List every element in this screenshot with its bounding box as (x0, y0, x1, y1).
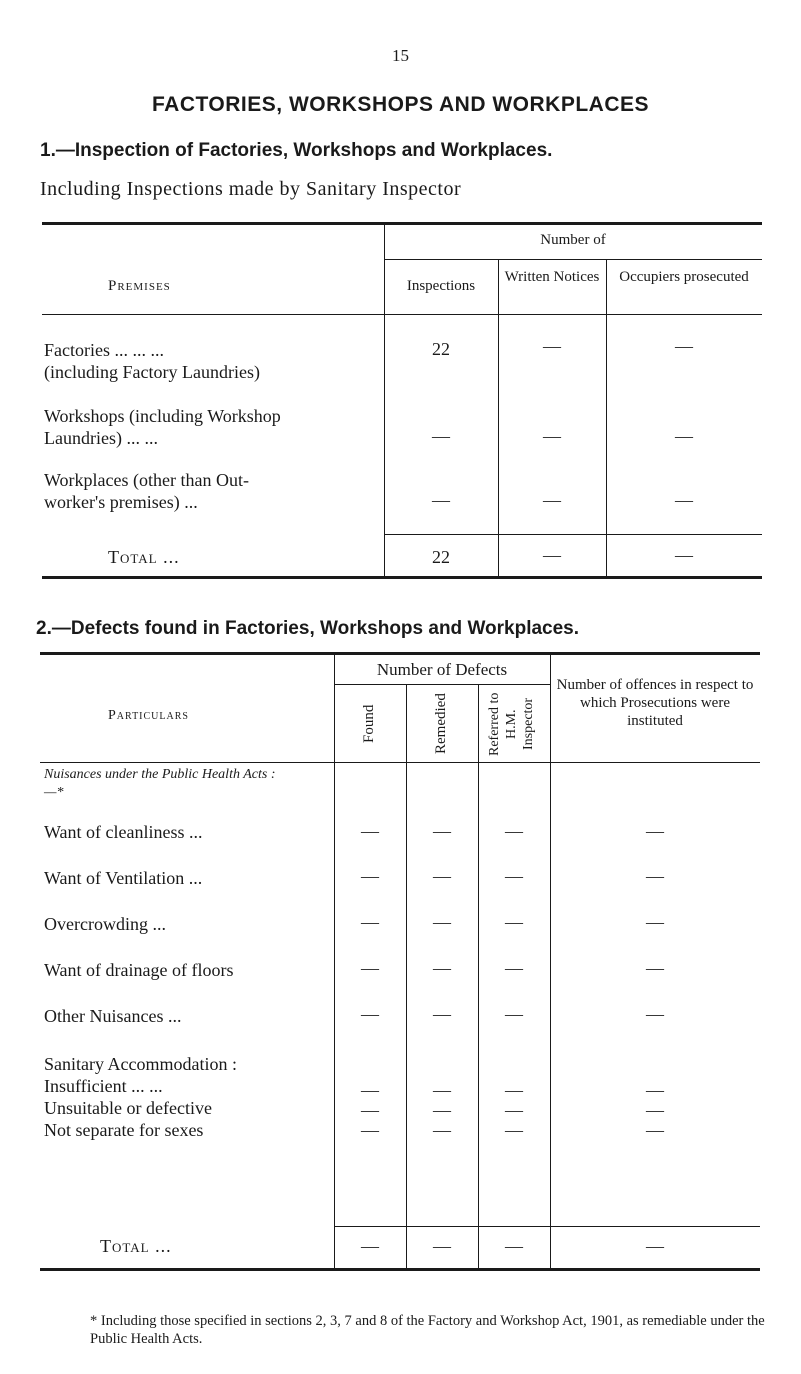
table1-header-rule (42, 314, 762, 315)
row-label: Want of cleanliness ... (44, 822, 203, 842)
value-referred: — (505, 1004, 523, 1024)
value-remedied: — (433, 1120, 451, 1140)
row-label: Unsuitable or defective (44, 1098, 212, 1118)
value-found: — (361, 1080, 379, 1100)
col-remedied: Remedied (433, 693, 449, 755)
total-remedied: — (433, 1236, 451, 1256)
table2-bottom-rule (40, 1268, 760, 1271)
total-label: Total ... (100, 1236, 172, 1256)
col-particulars: Particulars (108, 708, 189, 723)
col-number-of-defects: Number of Defects (376, 660, 508, 679)
value-remedied: — (433, 958, 451, 978)
page-heading: FACTORIES, WORKSHOPS AND WORKPLACES (151, 93, 650, 116)
table1-bottom-rule (42, 576, 762, 579)
value-remedied: — (433, 1004, 451, 1024)
value-found: — (361, 866, 379, 886)
footnote: * Including those specified in sections 2, 3, 7 and 8 of the Factory and Workshop Act, 1901, as remediable under the Public Health Acts. (90, 1313, 765, 1347)
value-occupiers: — (675, 336, 693, 356)
total-inspections: 22 (432, 547, 450, 567)
sanitary-heading: Sanitary Accommodation : (44, 1054, 237, 1074)
col-referred: Referred to H.M. Inspector (487, 692, 536, 756)
row-label: Want of drainage of floors (44, 960, 234, 980)
table2-subheader-rule (334, 684, 550, 685)
row-label-cont: worker's premises) ... (44, 492, 198, 512)
total-written: — (543, 545, 561, 565)
col-number-of: Number of (540, 232, 606, 248)
row-label: Want of Ventilation ... (44, 868, 203, 888)
table2-header-rule (40, 762, 760, 763)
value-offences: — (646, 866, 664, 886)
page-number: 15 (392, 46, 409, 65)
value-offences: — (646, 912, 664, 932)
nuisances-heading: Nuisances under the Public Health Acts :—* (44, 767, 276, 800)
row-label: Other Nuisances ... (44, 1006, 182, 1026)
value-inspections: — (432, 490, 450, 510)
row-label-cont: Laundries) ... ... (44, 428, 158, 448)
value-written: — (543, 426, 561, 446)
col-inspections: Inspections (406, 278, 476, 294)
value-referred: — (505, 866, 523, 886)
value-inspections: — (432, 426, 450, 446)
row-label: Factories ... ... ... (44, 340, 164, 360)
value-found: — (361, 1004, 379, 1024)
table1-divider (498, 259, 499, 577)
value-referred: — (505, 958, 523, 978)
table2-total-rule (334, 1226, 760, 1227)
value-offences: — (646, 958, 664, 978)
table1-divider (606, 259, 607, 577)
value-remedied: — (433, 821, 451, 841)
section1-subtitle: Including Inspections made by Sanitary Inspector (40, 178, 462, 200)
value-found: — (361, 958, 379, 978)
table1-total-rule (384, 534, 762, 535)
row-label: Workshops (including Workshop (44, 406, 281, 426)
col-found: Found (361, 704, 377, 744)
value-remedied: — (433, 1100, 451, 1120)
table1-subheader-rule (384, 259, 762, 260)
value-remedied: — (433, 1080, 451, 1100)
value-written: — (543, 336, 561, 356)
table2-top-rule (40, 652, 760, 655)
value-referred: — (505, 1100, 523, 1120)
value-referred: — (505, 912, 523, 932)
section2-title: 2.—Defects found in Factories, Workshops and Workplaces. (36, 618, 580, 639)
value-remedied: — (433, 912, 451, 932)
total-offences: — (646, 1236, 664, 1256)
total-label: Total ... (108, 547, 180, 567)
col-occupiers-prosecuted: Occupiers prosecuted (619, 269, 749, 285)
value-referred: — (505, 1080, 523, 1100)
section1-title: 1.—Inspection of Factories, Workshops and Workplaces. (40, 140, 553, 161)
value-found: — (361, 1100, 379, 1120)
value-found: — (361, 912, 379, 932)
total-referred: — (505, 1236, 523, 1256)
total-found: — (361, 1236, 379, 1256)
col-premises: Premises (108, 278, 171, 294)
row-label: Overcrowding ... (44, 914, 166, 934)
value-offences: — (646, 821, 664, 841)
value-inspections: 22 (432, 339, 450, 359)
value-remedied: — (433, 866, 451, 886)
col-written-notices: Written Notices (504, 269, 600, 285)
value-offences: — (646, 1100, 664, 1120)
value-referred: — (505, 1120, 523, 1140)
row-label: Insufficient ... ... (44, 1076, 163, 1096)
total-occupiers: — (675, 545, 693, 565)
row-label: Not separate for sexes (44, 1120, 204, 1140)
value-occupiers: — (675, 426, 693, 446)
row-label-cont: (including Factory Laundries) (44, 362, 260, 382)
value-written: — (543, 490, 561, 510)
value-offences: — (646, 1080, 664, 1100)
value-offences: — (646, 1120, 664, 1140)
row-label: Workplaces (other than Out- (44, 470, 249, 490)
value-referred: — (505, 821, 523, 841)
value-found: — (361, 821, 379, 841)
value-occupiers: — (675, 490, 693, 510)
table1-top-rule (42, 222, 762, 225)
value-found: — (361, 1120, 379, 1140)
col-offences: Number of offences in respect to which Prosecutions were instituted (556, 677, 754, 729)
value-offences: — (646, 1004, 664, 1024)
